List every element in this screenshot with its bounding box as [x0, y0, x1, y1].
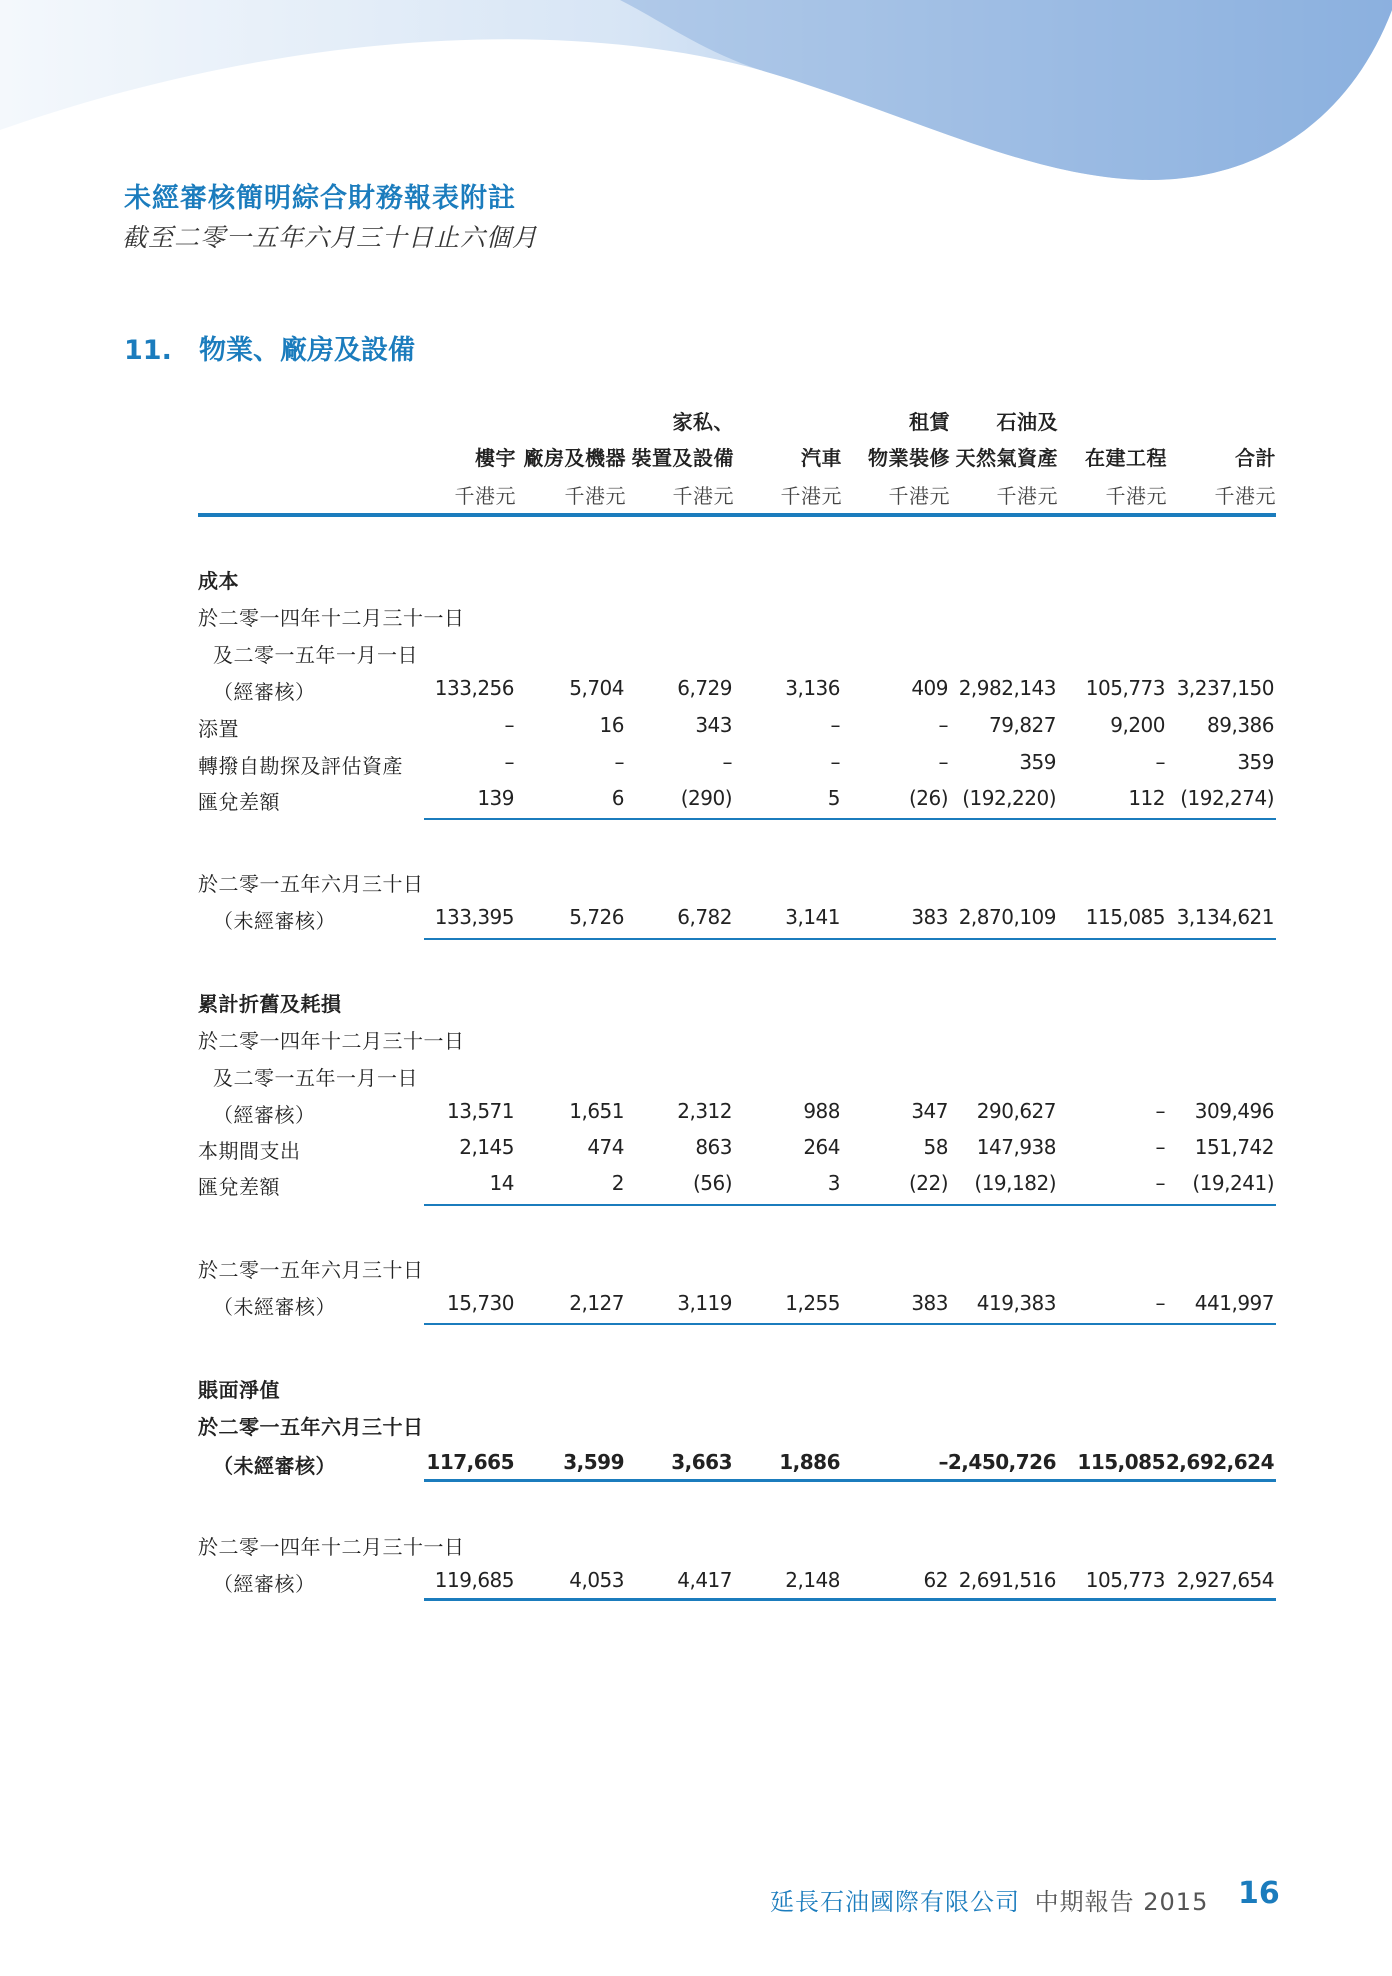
table-cell: 1,886 — [779, 1450, 840, 1474]
table-section-heading: 於二零一五年六月三十日 — [198, 1415, 424, 1439]
row-label: 匯兌差額 — [198, 790, 280, 814]
section-title: 物業、廠房及設備 — [199, 335, 415, 366]
footer-text — [770, 1882, 1208, 1917]
table-row — [0, 1447, 1392, 1481]
table-cell: 58 — [923, 1135, 948, 1159]
table-row — [0, 1096, 1392, 1130]
column-header-motor-vehicles: 汽車 — [801, 446, 842, 470]
table-cell: – — [614, 750, 624, 774]
table-cell: 115,085 — [1077, 1450, 1165, 1474]
table-cell: – — [830, 713, 840, 737]
table-cell: 3,134,621 — [1176, 905, 1274, 929]
table-cell: – — [1155, 1099, 1165, 1123]
table-cell: 6,729 — [677, 676, 732, 700]
table-cell: 6,782 — [677, 905, 732, 929]
row-label: （未經審核） — [213, 909, 336, 933]
column-unit: 千港元 — [1105, 484, 1167, 508]
table-cell: 62 — [923, 1568, 948, 1592]
table-cell: – — [504, 750, 514, 774]
table-row — [0, 1168, 1392, 1202]
table-section-heading: 成本 — [198, 569, 239, 593]
table-cell: 2,312 — [677, 1099, 732, 1123]
table-cell: 89,386 — [1207, 713, 1274, 737]
table-cell: 383 — [911, 1291, 948, 1315]
table-cell: 79,827 — [989, 713, 1056, 737]
table-row-label — [0, 1528, 1392, 1562]
table-row-label — [0, 865, 1392, 899]
table-cell: 3,136 — [785, 676, 840, 700]
table-cell: 3,119 — [677, 1291, 732, 1315]
table-cell: 147,938 — [976, 1135, 1056, 1159]
document-title: 未經審核簡明綜合財務報表附註 — [124, 183, 516, 214]
table-row — [0, 1565, 1392, 1599]
footer-report: 中期報告 2015 — [1034, 1888, 1209, 1916]
table-cell: – — [938, 750, 948, 774]
table-cell: 2,692,624 — [1165, 1450, 1274, 1474]
table-section-heading: 賬面淨值 — [198, 1378, 280, 1402]
table-cell: (290) — [680, 786, 732, 810]
table-cell: 2,691,516 — [958, 1568, 1056, 1592]
column-header-total: 合計 — [1235, 446, 1276, 470]
table-cell: – — [1155, 1171, 1165, 1195]
row-label: 於二零一五年六月三十日 — [198, 872, 424, 896]
table-cell: 5 — [827, 786, 840, 810]
table-cell: 474 — [587, 1135, 624, 1159]
table-cell: 4,417 — [677, 1568, 732, 1592]
row-label: （未經審核） — [213, 1295, 336, 1319]
table-cell: 347 — [911, 1099, 948, 1123]
table-row — [0, 783, 1392, 817]
table-cell: 3 — [827, 1171, 840, 1195]
table-cell: 343 — [695, 713, 732, 737]
total-rule — [424, 1479, 1276, 1482]
table-cell: 105,773 — [1085, 676, 1165, 700]
column-unit: 千港元 — [564, 484, 626, 508]
table-cell: 119,685 — [434, 1568, 514, 1592]
table-cell: 3,663 — [671, 1450, 732, 1474]
table-cell: 988 — [803, 1099, 840, 1123]
table-cell: (192,274) — [1180, 786, 1274, 810]
table-cell: – — [504, 713, 514, 737]
table-cell: 2,982,143 — [958, 676, 1056, 700]
table-cell: (56) — [692, 1171, 732, 1195]
column-unit: 千港元 — [672, 484, 734, 508]
table-cell: 2 — [611, 1171, 624, 1195]
row-label: 及二零一五年一月一日 — [213, 643, 418, 667]
column-header-furniture: 裝置及設備 — [631, 446, 734, 470]
column-unit: 千港元 — [1214, 484, 1276, 508]
row-label: 本期間支出 — [198, 1139, 301, 1163]
row-label: 於二零一四年十二月三十一日 — [198, 1535, 465, 1559]
column-unit: 千港元 — [780, 484, 842, 508]
table-section-heading: 累計折舊及耗損 — [198, 992, 342, 1016]
column-header-construction: 在建工程 — [1085, 446, 1167, 470]
row-label: （經審核） — [213, 1572, 316, 1596]
footer-company: 延長石油國際有限公司 — [770, 1888, 1020, 1916]
row-label: 及二零一五年一月一日 — [213, 1066, 418, 1090]
table-cell: 359 — [1237, 750, 1274, 774]
column-header-line1: 家私、 — [672, 410, 734, 434]
table-cell: 359 — [1019, 750, 1056, 774]
table-cell: – — [1155, 1135, 1165, 1159]
table-cell: 15,730 — [447, 1291, 514, 1315]
table-cell: 5,726 — [569, 905, 624, 929]
table-row — [0, 1132, 1392, 1166]
total-rule — [424, 1323, 1276, 1325]
table-cell: 2,927,654 — [1176, 1568, 1274, 1592]
subtotal-rule — [424, 1204, 1276, 1206]
total-rule — [424, 938, 1276, 940]
table-row-label — [0, 599, 1392, 633]
table-cell: 2,148 — [785, 1568, 840, 1592]
table-cell: 2,145 — [459, 1135, 514, 1159]
column-header-line1: 石油及 — [996, 410, 1058, 434]
row-label: 轉撥自勘探及評估資產 — [198, 754, 403, 778]
table-cell: 3,141 — [785, 905, 840, 929]
table-row — [0, 1288, 1392, 1322]
table-cell: 264 — [803, 1135, 840, 1159]
table-row-label — [0, 1371, 1392, 1405]
table-cell: 3,599 — [563, 1450, 624, 1474]
row-label: 於二零一五年六月三十日 — [198, 1258, 424, 1282]
table-cell: 112 — [1128, 786, 1165, 810]
table-cell: 117,665 — [426, 1450, 514, 1474]
table-cell: (192,220) — [962, 786, 1056, 810]
table-row-label — [0, 562, 1392, 596]
column-unit: 千港元 — [454, 484, 516, 508]
row-label: （經審核） — [213, 1103, 316, 1127]
table-cell: 3,237,150 — [1176, 676, 1274, 700]
table-cell: 133,256 — [434, 676, 514, 700]
table-cell: 115,085 — [1085, 905, 1165, 929]
table-row — [0, 747, 1392, 781]
document-subtitle: 截至二零一五年六月三十日止六個月 — [122, 223, 539, 252]
column-header-oil-gas: 天然氣資產 — [955, 446, 1058, 470]
table-cell: 419,383 — [976, 1291, 1056, 1315]
page-number: 16 — [1238, 1876, 1280, 1911]
row-label: （經審核） — [213, 680, 316, 704]
column-header-buildings: 樓宇 — [475, 446, 516, 470]
table-cell: 6 — [611, 786, 624, 810]
row-label: （未經審核） — [213, 1454, 336, 1478]
table-row-label — [0, 636, 1392, 670]
row-label: 於二零一四年十二月三十一日 — [198, 606, 465, 630]
table-cell: 2,870,109 — [958, 905, 1056, 929]
column-unit: 千港元 — [996, 484, 1058, 508]
table-cell: 441,997 — [1194, 1291, 1274, 1315]
column-header-plant-machinery: 廠房及機器 — [523, 446, 626, 470]
table-row-label — [0, 1022, 1392, 1056]
table-cell: – — [1155, 750, 1165, 774]
table-cell: (22) — [908, 1171, 948, 1195]
table-row — [0, 673, 1392, 707]
table-cell: 309,496 — [1194, 1099, 1274, 1123]
table-cell: 151,742 — [1194, 1135, 1274, 1159]
table-cell: – — [938, 1450, 948, 1474]
column-header-line1: 租賃 — [909, 410, 950, 434]
section-number: 11. — [124, 335, 172, 366]
row-label: 匯兌差額 — [198, 1175, 280, 1199]
table-row-label — [0, 1408, 1392, 1442]
column-header-leasehold: 物業裝修 — [868, 446, 950, 470]
table-cell: 2,127 — [569, 1291, 624, 1315]
table-cell: 13,571 — [447, 1099, 514, 1123]
total-rule — [424, 1598, 1276, 1601]
table-cell: 1,651 — [569, 1099, 624, 1123]
table-cell: 16 — [599, 713, 624, 737]
subtotal-rule — [424, 818, 1276, 820]
column-unit: 千港元 — [888, 484, 950, 508]
table-cell: 290,627 — [976, 1099, 1056, 1123]
table-row-label — [0, 1251, 1392, 1285]
table-cell: 133,395 — [434, 905, 514, 929]
table-cell: 14 — [489, 1171, 514, 1195]
table-cell: – — [830, 750, 840, 774]
table-cell: 383 — [911, 905, 948, 929]
table-cell: – — [938, 713, 948, 737]
table-row-label — [0, 985, 1392, 1019]
table-cell: 9,200 — [1110, 713, 1165, 737]
table-row — [0, 710, 1392, 744]
table-cell: 105,773 — [1085, 1568, 1165, 1592]
table-cell: 4,053 — [569, 1568, 624, 1592]
table-cell: – — [722, 750, 732, 774]
table-cell: (19,182) — [974, 1171, 1056, 1195]
table-cell: – — [1155, 1291, 1165, 1315]
table-cell: 5,704 — [569, 676, 624, 700]
table-row — [0, 902, 1392, 936]
table-cell: 1,255 — [785, 1291, 840, 1315]
table-cell: 863 — [695, 1135, 732, 1159]
table-cell: (26) — [908, 786, 948, 810]
table-cell: (19,241) — [1192, 1171, 1274, 1195]
table-cell: 2,450,726 — [947, 1450, 1056, 1474]
table-cell: 409 — [911, 676, 948, 700]
table-row-label — [0, 1059, 1392, 1093]
row-label: 添置 — [198, 717, 239, 741]
row-label: 於二零一四年十二月三十一日 — [198, 1029, 465, 1053]
table-cell: 139 — [477, 786, 514, 810]
